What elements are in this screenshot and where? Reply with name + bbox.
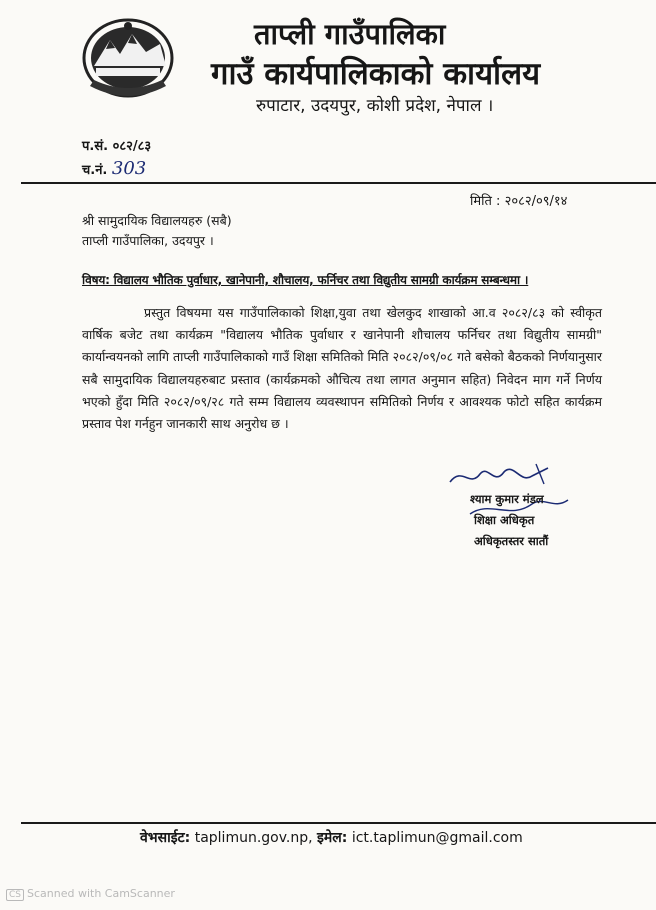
date-value: २०८२/०९/१४ bbox=[504, 194, 568, 209]
letter-date bbox=[470, 191, 567, 209]
email-label: इमेल: bbox=[317, 830, 348, 846]
cn-label: च.नं. bbox=[82, 163, 108, 178]
signatory-title: शिक्षा अधिकृत bbox=[474, 513, 535, 527]
date-label: मिति : bbox=[470, 194, 501, 209]
address: रुपाटार, उदयपुर, कोशी प्रदेश, नेपाल । bbox=[256, 96, 494, 116]
signatory-name: श्याम कुमार मंडल bbox=[470, 492, 544, 506]
camscanner-icon: CS bbox=[6, 889, 24, 901]
cn-value: 303 bbox=[111, 158, 147, 179]
email-link[interactable]: ict.taplimun@gmail.com bbox=[351, 830, 523, 846]
website-label: वेभसाईट: bbox=[140, 830, 191, 846]
org-name: ताप्ली गाउँपालिका bbox=[254, 17, 446, 51]
recipient-line-1: श्री सामुदायिक विद्यालयहरु (सबै) bbox=[82, 213, 232, 228]
office-name: गाउँ कार्यपालिकाको कार्यालय bbox=[211, 56, 541, 92]
recipient-line-2: ताप्ली गाउँपालिका, उदयपुर । bbox=[82, 233, 214, 248]
scanner-watermark bbox=[6, 887, 175, 901]
scanner-text: Scanned with CamScanner bbox=[27, 887, 175, 900]
ps-label: प.सं. bbox=[82, 139, 109, 154]
ps-value: ०८२/८३ bbox=[112, 139, 152, 154]
signatory-grade: अधिकृतस्तर सातौं bbox=[474, 534, 549, 548]
header-divider bbox=[21, 182, 656, 184]
nepal-emblem-icon bbox=[80, 16, 176, 100]
subject-line: विषय: विद्यालय भौतिक पुर्वाधार, खानेपानी, शौचालय, फर्निचर तथा विद्युतीय सामग्री कार्यक्रम सम्बन्धमा । bbox=[82, 273, 529, 287]
letter-body: प्रस्तुत विषयमा यस गाउँपालिकाको शिक्षा,युवा तथा खेलकुद शाखाको आ.व २०८२/८३ को स्वीकृत वार्षिक बजेट तथा कार्यक्रम "विद्यालय भौतिक पुर्वाधार र खानेपानी शौचालय फर्निचर तथा विद्युतीय सामग्री" कार्यान्वयनको लागि ताप्ली गाउँपालिकाको गाउँ शिक्षा समितिको मिति २०८२/०९/०८ गते बसेको बैठकको निर्णयानुसार सबै सामुदायिक विद्यालयहरुबाट प्रस्ताव (कार्यक्रमको औचित्य तथा लागत अनुमान सहित) निवेदन माग गर्ने निर्णय भएको हुँदा मिति २०८२/०९/२८ गते सम्म विद्यालय व्यवस्थापन समितिको निर्णय र आवश्यक फोटो सहित कार्यक्रम प्रस्ताव पेश गर्नहुन जानकारी साथ अनुरोध छ । bbox=[82, 305, 602, 432]
cn-number bbox=[82, 158, 146, 179]
ps-number bbox=[82, 136, 151, 154]
website-link[interactable]: taplimun.gov.np, bbox=[194, 830, 313, 846]
footer-contact bbox=[140, 828, 523, 847]
footer-divider bbox=[21, 822, 656, 824]
